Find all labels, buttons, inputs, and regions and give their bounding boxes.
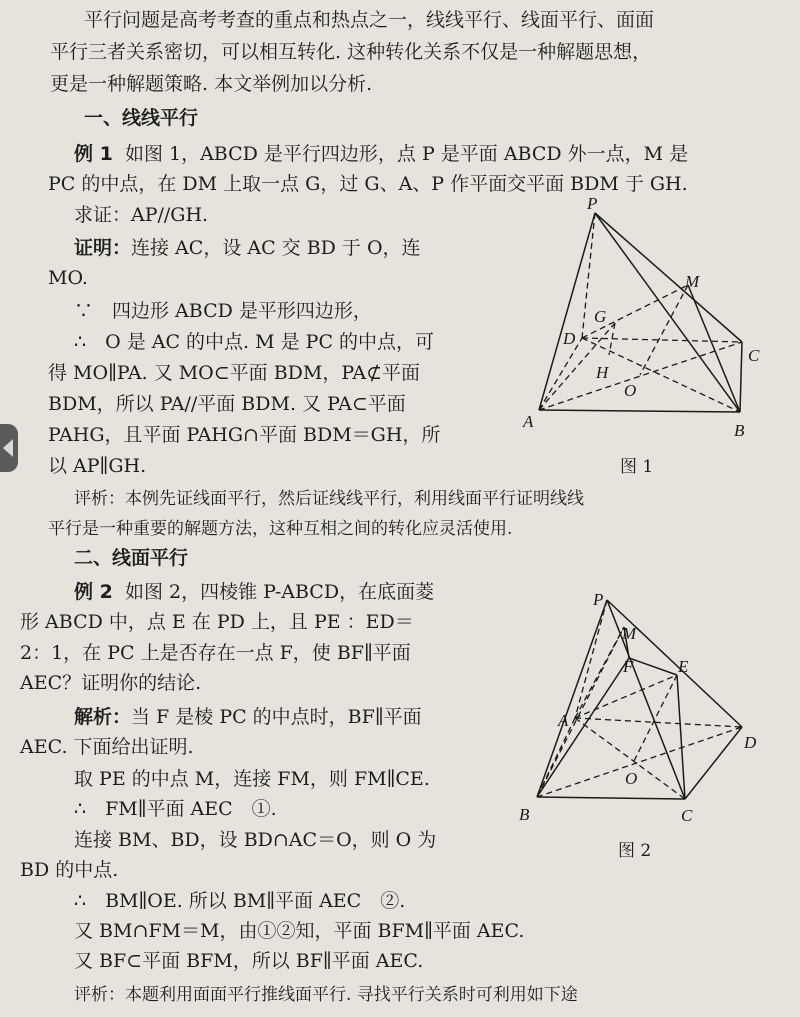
label-F: F — [623, 657, 634, 676]
page-side-tab[interactable] — [0, 424, 18, 472]
label-M: M — [685, 272, 700, 291]
label-A: A — [558, 711, 569, 730]
label-O: O — [624, 381, 637, 400]
analysis-line-2: AEC. 下面给出证明. — [20, 736, 194, 758]
figure-1-diagram — [515, 195, 785, 455]
label-D: D — [563, 329, 576, 348]
edge-PC — [607, 600, 685, 799]
example-2-text: 如图 2，四棱锥 P-ABCD，在底面菱 — [124, 581, 435, 603]
proof-label: 证明： — [74, 237, 132, 259]
proof-line-6: BDM，所以 PA//平面 BDM. 又 PA⊂平面 — [48, 393, 406, 415]
edge-BC — [740, 342, 742, 412]
figure-1-caption: 图 1 — [620, 457, 654, 477]
analysis-line-1 — [74, 705, 422, 729]
edge-AE — [575, 675, 677, 718]
proof-line-2: MO. — [48, 267, 88, 289]
edge-AD — [575, 718, 742, 727]
edge-PB — [537, 600, 607, 797]
prove-statement: 求证：AP//GH. — [74, 204, 209, 226]
edge-MB — [688, 285, 740, 412]
analysis-line-6: BD 的中点. — [20, 859, 119, 881]
edge-EO — [633, 675, 677, 763]
label-P: P — [593, 590, 604, 609]
comment-1-line-2: 平行是一种重要的解题方法，这种互相之间的转化应灵活使用. — [48, 519, 513, 539]
example-1-line-2: PC 的中点，在 DM 上取一点 G，过 G、A、P 作平面交平面 BDM 于 GH. — [48, 173, 688, 195]
proof-line-5: 得 MO∥PA. 又 MO⊂平面 BDM，PA⊄平面 — [48, 362, 421, 384]
example-2-line-2: 形 ABCD 中，点 E 在 PD 上，且 PE ：ED＝ — [20, 611, 414, 633]
analysis-line-3: 取 PE 的中点 M，连接 FM，则 FM∥CE. — [74, 768, 430, 790]
proof-text-1: 连接 AC，设 AC 交 BD 于 O，连 — [131, 237, 421, 259]
intro-line-2: 平行三者关系密切，可以相互转化. 这种转化关系不仅是一种解题思想， — [50, 41, 652, 63]
proof-line-3: ∵ 四边形 ABCD 是平形四边形， — [74, 300, 372, 322]
label-B: B — [519, 805, 530, 824]
edge-BD — [537, 727, 742, 797]
edge-BM — [537, 627, 624, 797]
analysis-line-7: ∴ BM∥OE. 所以 BM∥平面 AEC ②. — [74, 890, 406, 912]
intro-line-1: 平行问题是高考考查的重点和热点之一，线线平行、线面平行、面面 — [84, 9, 655, 31]
section-1-heading: 一、线线平行 — [84, 107, 199, 129]
edge-AB — [539, 410, 740, 412]
label-C: C — [681, 806, 693, 825]
comment-1-line-1: 评析：本例先证线面平行，然后证线线平行，利用线面平行证明线线 — [74, 489, 584, 509]
proof-line-4: ∴ O 是 AC 的中点. M 是 PC 的中点，可 — [74, 331, 435, 353]
example-1-line-1 — [74, 142, 688, 166]
proof-line-7: PAHG，且平面 PAHG∩平面 BDM＝GH，所 — [48, 424, 441, 446]
example-2-line-3: 2：1，在 PC 上是否存在一点 F，使 BF∥平面 — [20, 642, 411, 664]
label-H: H — [596, 363, 609, 382]
edge-BF — [537, 658, 629, 797]
edge-BC — [537, 797, 685, 799]
figure-2-diagram — [515, 585, 785, 830]
label-D: D — [744, 733, 757, 752]
analysis-line-9: 又 BF⊂平面 BFM，所以 BF∥平面 AEC. — [74, 950, 424, 972]
edge-AD — [539, 338, 582, 410]
edge-PB — [595, 213, 740, 412]
label-O: O — [625, 769, 638, 788]
analysis-line-4: ∴ FM∥平面 AEC ①. — [74, 798, 277, 820]
label-G: G — [594, 307, 607, 326]
label-B: B — [734, 421, 745, 440]
edge-PA — [539, 213, 595, 410]
proof-line-1 — [74, 236, 421, 260]
analysis-text-1: 当 F 是棱 PC 的中点时，BF∥平面 — [131, 706, 422, 728]
edge-CD — [685, 727, 742, 799]
analysis-line-5: 连接 BM、BD，设 BD∩AC＝O，则 O 为 — [74, 829, 437, 851]
section-2-heading: 二、线面平行 — [74, 547, 189, 569]
analysis-label: 解析： — [74, 706, 132, 728]
label-E: E — [678, 657, 689, 676]
example-2-line-1 — [74, 580, 434, 604]
label-M: M — [622, 624, 637, 643]
example-1-label: 例 1 — [74, 143, 113, 165]
label-C: C — [748, 346, 760, 365]
label-A: A — [523, 412, 534, 431]
label-P: P — [587, 195, 598, 213]
edge-DC — [582, 338, 742, 342]
example-2-line-4: AEC？证明你的结论. — [20, 672, 202, 694]
proof-line-8: 以 AP∥GH. — [48, 455, 147, 477]
comment-2-line-1: 评析：本题利用面面平行推线面平行. 寻找平行关系时可利用如下途 — [74, 985, 578, 1005]
analysis-line-8: 又 BM∩FM＝M，由①②知，平面 BFM∥平面 AEC. — [74, 920, 525, 942]
intro-line-3: 更是一种解题策略. 本文举例加以分析. — [50, 73, 373, 95]
example-2-label: 例 2 — [74, 581, 113, 603]
edge-PA — [575, 600, 607, 718]
example-1-text: 如图 1，ABCD 是平行四边形，点 P 是平面 ABCD 外一点，M 是 — [124, 143, 689, 165]
figure-2-caption: 图 2 — [618, 841, 652, 861]
